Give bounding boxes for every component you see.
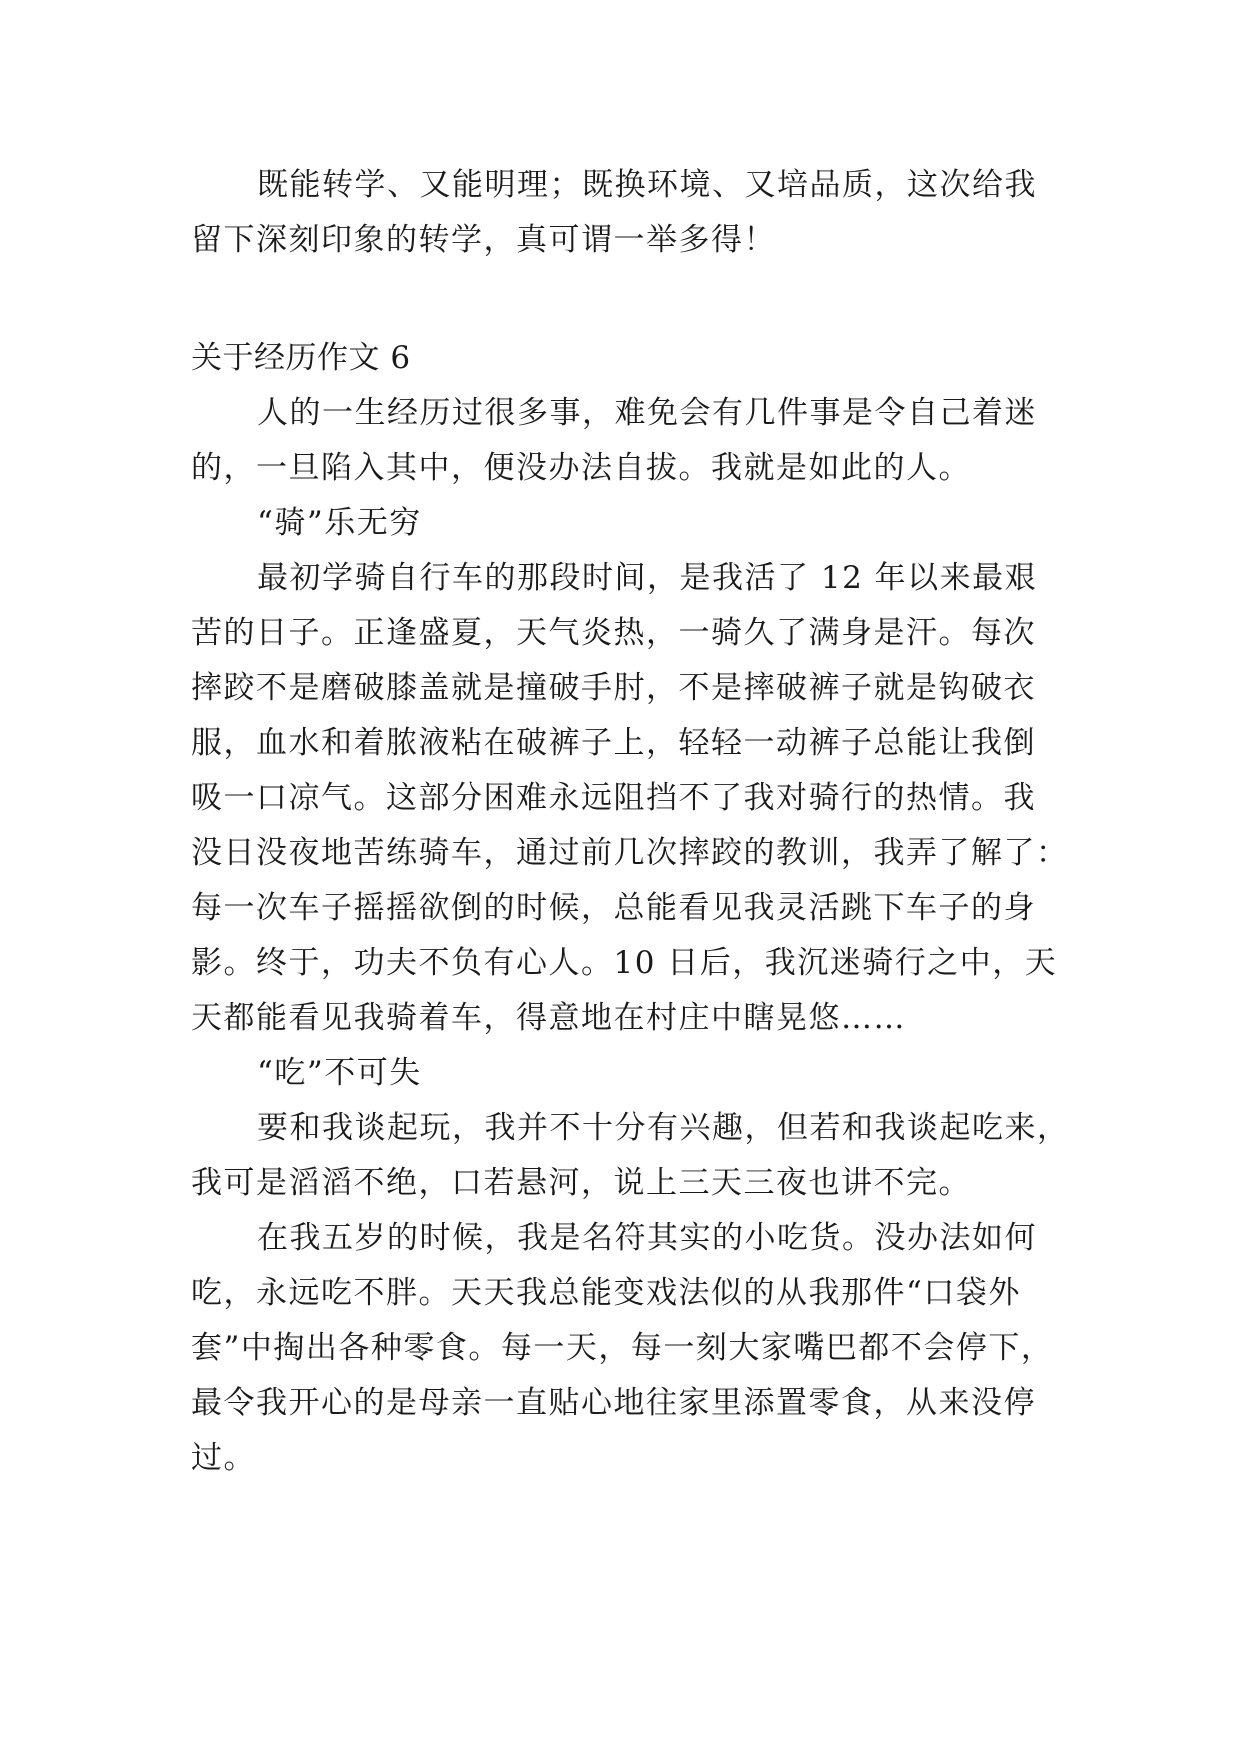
paragraph-line: 苦的日子。正逢盛夏，天气炎热，一骑久了满身是汗。每次	[191, 615, 1036, 651]
paragraph-line: 影。终于，功夫不负有心人。10 日后，我沉迷骑行之中，天	[191, 945, 1058, 981]
section-heading: 关于经历作文 6	[191, 340, 411, 376]
paragraph-line: 留下深刻印象的转学，真可谓一举多得！	[191, 222, 776, 258]
paragraph-line: 既能转学、又能明理；既换环境、又培品质，这次给我	[257, 167, 1037, 203]
paragraph-line: 过。	[191, 1440, 256, 1476]
paragraph-gap	[191, 268, 1051, 331]
paragraph-line: 摔跤不是磨破膝盖就是撞破手肘，不是摔破裤子就是钩破衣	[191, 670, 1036, 706]
paragraph-line: 最初学骑自行车的那段时间，是我活了 12 年以来最艰	[257, 560, 1038, 596]
paragraph-line: 套”中掏出各种零食。每一天，每一刻大家嘴巴都不会停下，	[191, 1330, 1054, 1366]
subtitle: “吃”不可失	[257, 1055, 422, 1091]
paragraph-line: 每一次车子摇摇欲倒的时候，总能看见我灵活跳下车子的身	[191, 890, 1036, 926]
paragraph-line: 的，一旦陷入其中，便没办法自拔。我就是如此的人。	[191, 450, 971, 486]
paragraph-line: 人的一生经历过很多事，难免会有几件事是令自己着迷	[257, 395, 1037, 431]
paragraph-line: 没日没夜地苦练骑车，通过前几次摔跤的教训，我弄了解了：	[191, 835, 1069, 871]
paragraph-line: 服，血水和着脓液粘在破裤子上，轻轻一动裤子总能让我倒	[191, 725, 1036, 761]
paragraph-line: 吃，永远吃不胖。天天我总能变戏法似的从我那件“口袋外	[191, 1275, 1021, 1311]
paragraph-line: 吸一口凉气。这部分困难永远阻挡不了我对骑行的热情。我	[191, 780, 1036, 816]
document-page	[191, 158, 1070, 1486]
paragraph-line: 最令我开心的是母亲一直贴心地往家里添置零食，从来没停	[191, 1385, 1036, 1421]
paragraph-line: 天都能看见我骑着车，得意地在村庄中瞎晃悠……	[191, 1000, 906, 1036]
subtitle: “骑”乐无穷	[257, 505, 422, 541]
paragraph-line: 在我五岁的时候，我是名符其实的小吃货。没办法如何	[257, 1220, 1037, 1256]
paragraph-line: 我可是滔滔不绝，口若悬河，说上三天三夜也讲不完。	[191, 1165, 971, 1201]
paragraph-line: 要和我谈起玩，我并不十分有兴趣，但若和我谈起吃来，	[257, 1110, 1070, 1146]
